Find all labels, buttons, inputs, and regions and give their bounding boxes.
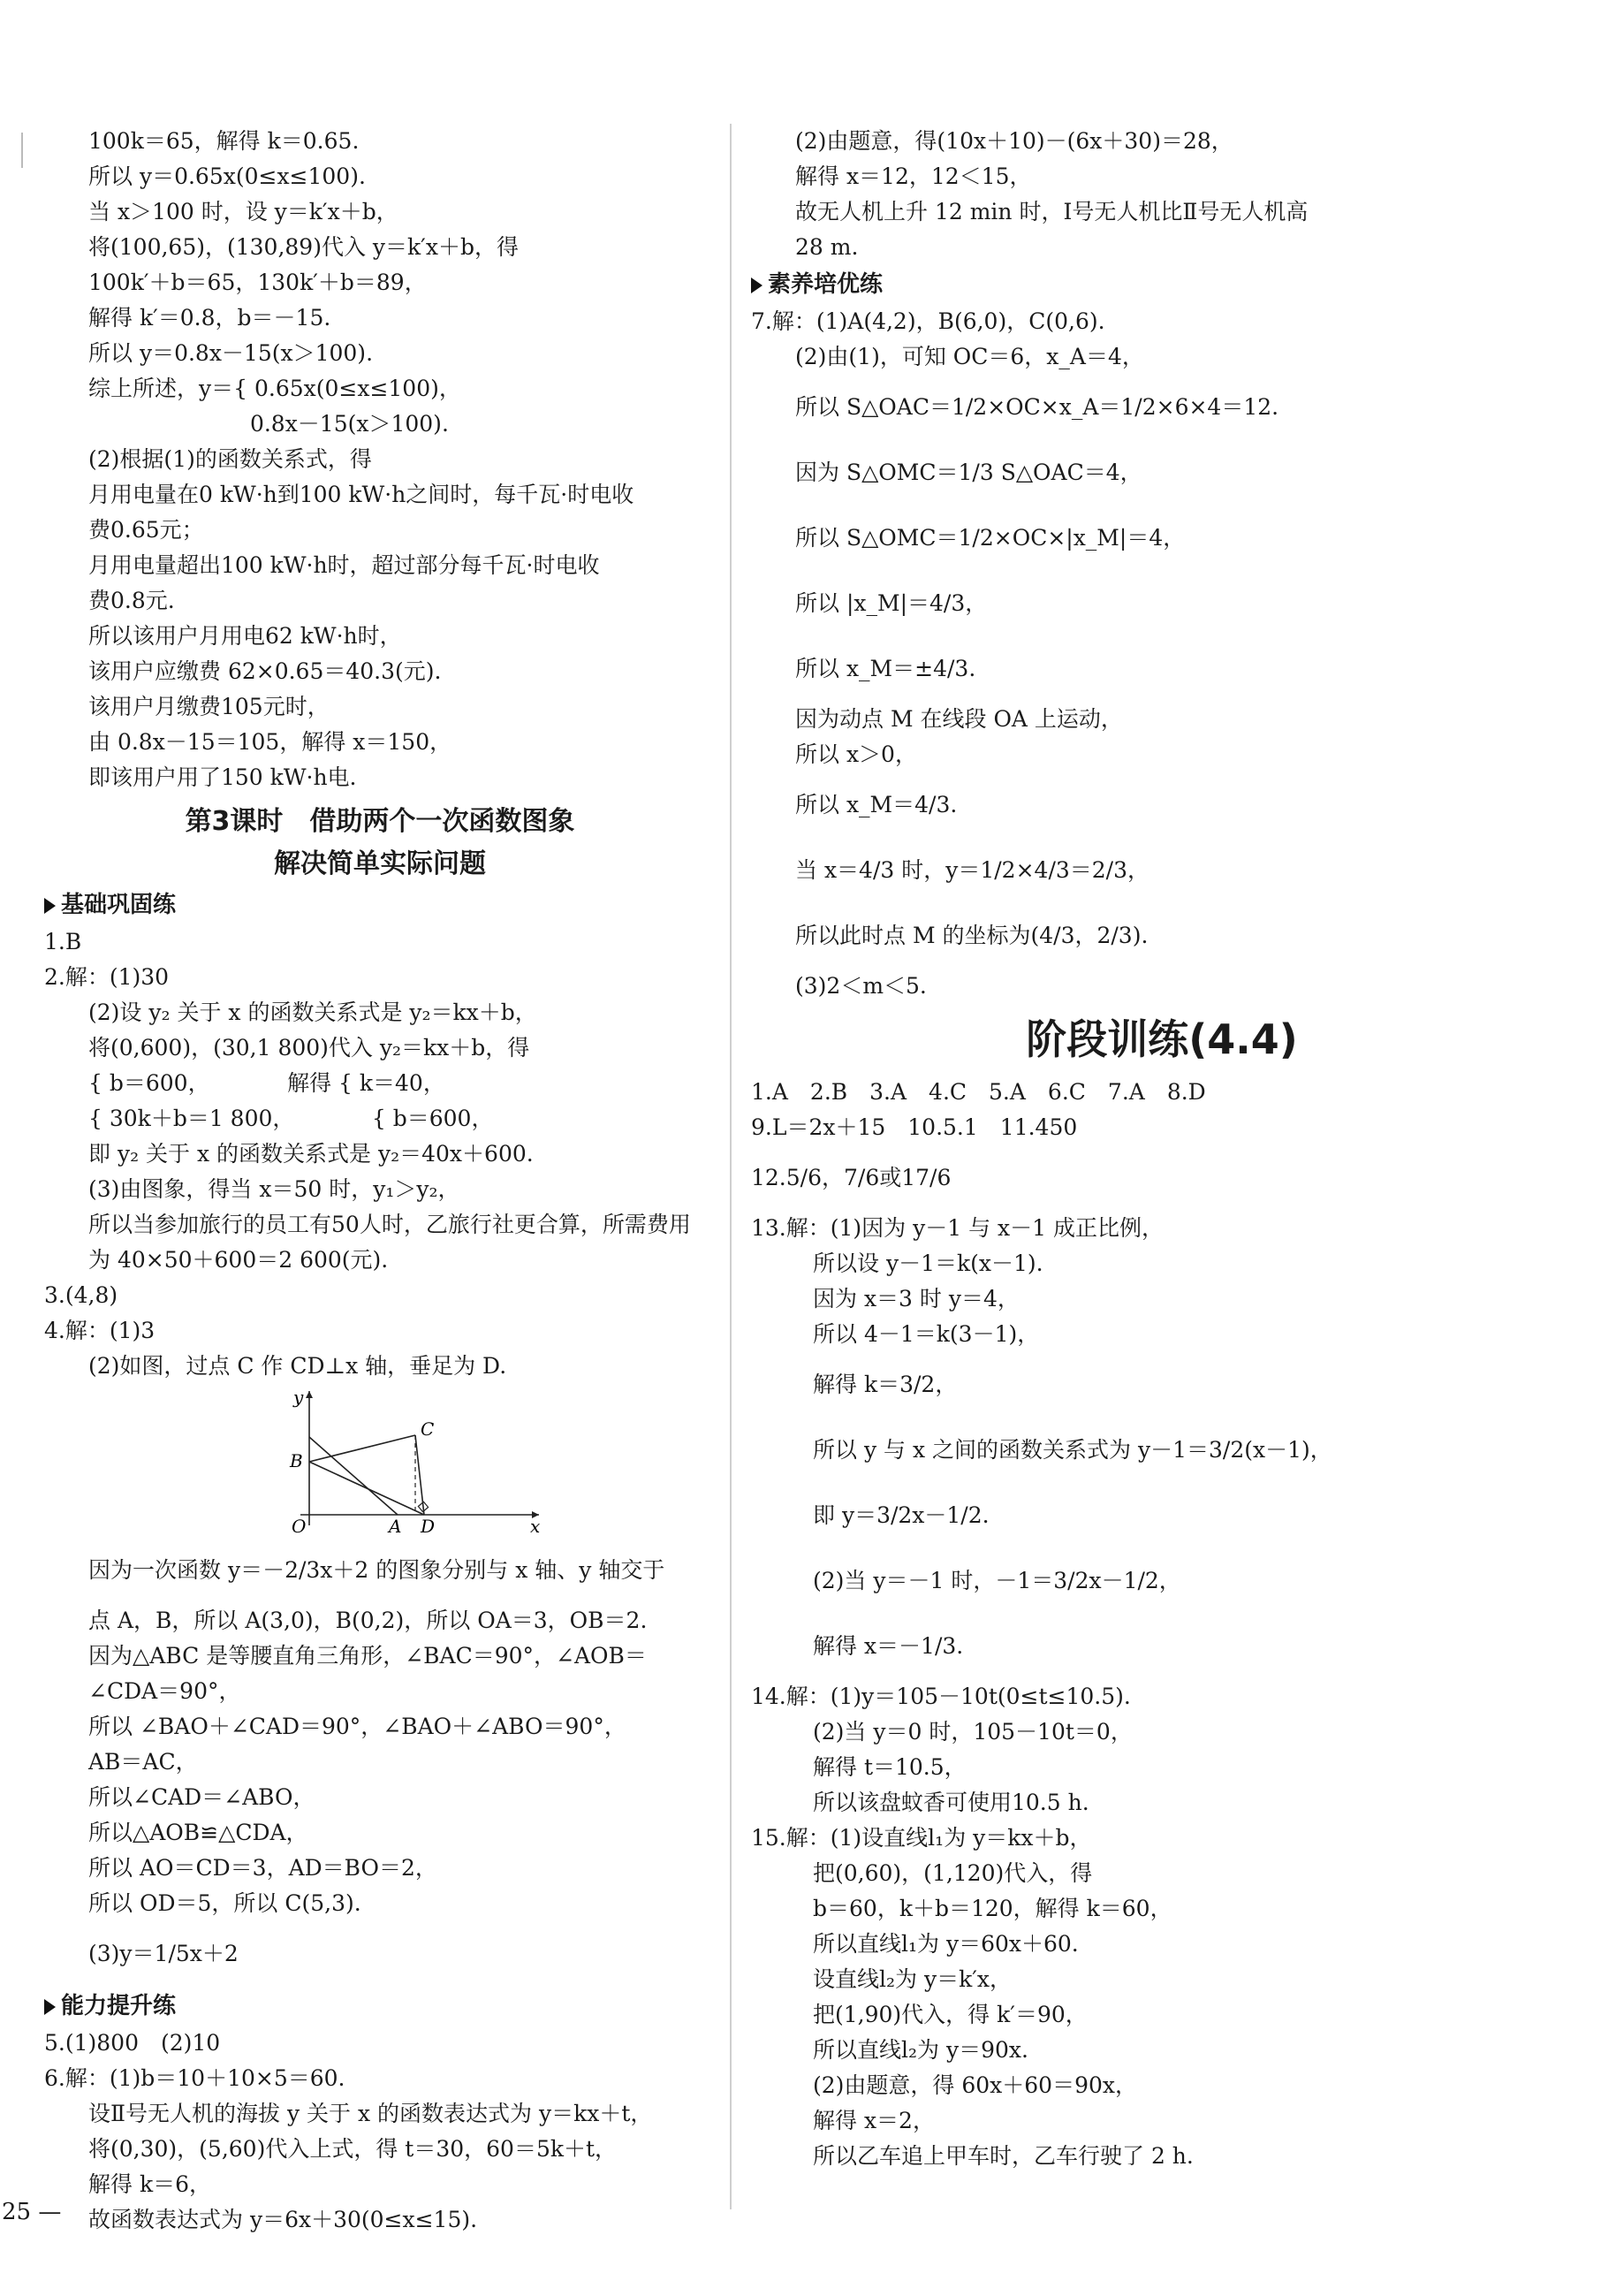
text-line: 所以 y 与 x 之间的函数关系式为 y－1＝3/2(x－1)， — [813, 1437, 1332, 1463]
text-line: 为 40×50＋600＝2 600(元). — [88, 1247, 389, 1273]
section-label: 能力提升练 — [61, 1993, 177, 2019]
line-graph — [309, 1437, 398, 1515]
text-line: 所以此时点 M 的坐标为(4/3，2/3). — [795, 923, 1149, 948]
text-line: (2)由题意，得 60x＋60＝90x， — [813, 2072, 1137, 2098]
text-line: (2)当 y＝－1 时，－1＝3/2x－1/2， — [813, 1568, 1181, 1593]
answer-line: 13.解：(1)因为 y－1 与 x－1 成正比例， — [751, 1215, 1164, 1241]
text-line: 所以 ∠BAO＋∠CAD＝90°，∠BAO＋∠ABO＝90°， — [88, 1714, 626, 1739]
text-line: 解得 k′＝0.8，b＝－15. — [88, 305, 331, 331]
text-line: (2)由题意，得(10x＋10)－(6x＋30)＝28， — [795, 128, 1233, 154]
margin-mark — [21, 133, 23, 168]
text-line: 点 A，B，所以 A(3,0)，B(0,2)，所以 OA＝3，OB＝2. — [88, 1608, 648, 1633]
text-line: 即 y＝3/2x－1/2. — [813, 1502, 990, 1528]
text-line: (2)由(1)，可知 OC＝6，x_A＝4， — [795, 344, 1144, 369]
text-line: 因为动点 M 在线段 OA 上运动， — [795, 706, 1123, 732]
answer-line: 7.解：(1)A(4,2)，B(6,0)，C(0,6). — [751, 308, 1105, 334]
label-b: B — [290, 1450, 303, 1471]
text-line: 所以 |x_M|＝4/3， — [795, 590, 988, 616]
text-line: 所以该盘蚊香可使用10.5 h. — [813, 1790, 1089, 1815]
text-line: 解得 k＝3/2， — [813, 1372, 958, 1397]
text-line: 由 0.8x－15＝105，解得 x＝150， — [88, 729, 452, 755]
section-label: 素养培优练 — [768, 271, 884, 298]
answer-line: 6.解：(1)b＝10＋10×5＝60. — [44, 2065, 345, 2091]
right-column — [751, 124, 1573, 2174]
text-line: { b＝600， 解得 { k＝40， — [88, 1070, 445, 1096]
text-line: (2)设 y₂ 关于 x 的函数关系式是 y₂＝kx＋b， — [88, 1000, 537, 1025]
text-line: 将(0,30)，(5,60)代入上式，得 t＝30，60＝5k＋t， — [88, 2136, 618, 2162]
section-triangle-icon — [44, 898, 56, 914]
text-line: 因为 S△OMC＝1/3 S△OAC＝4， — [795, 460, 1142, 485]
text-line: 所以 S△OMC＝1/2×OC×|x_M|＝4， — [795, 525, 1186, 551]
page-number: 25 — — [2, 2199, 62, 2225]
text-line: 因为 x＝3 时 y＝4， — [813, 1286, 1020, 1311]
text-line: 设Ⅱ号无人机的海拔 y 关于 x 的函数表达式为 y＝kx＋t， — [88, 2101, 653, 2126]
geometry-figure — [283, 1384, 548, 1534]
text-line: (2)如图，过点 C 作 CD⊥x 轴，垂足为 D. — [88, 1353, 507, 1379]
text-line: 费0.8元. — [88, 588, 175, 613]
lesson-title: 第3课时 借助两个一次函数图象 — [185, 806, 575, 837]
text-line: 所以∠CAD＝∠ABO， — [88, 1784, 315, 1810]
section-label: 基础巩固练 — [61, 892, 177, 918]
answer-line: 1.A 2.B 3.A 4.C 5.A 6.C 7.A 8.D — [751, 1079, 1206, 1105]
text-line: (3)2＜m＜5. — [795, 973, 927, 999]
text-line: 解得 t＝10.5， — [813, 1754, 967, 1780]
text-line: 所以 y＝0.65x(0≤x≤100). — [88, 163, 366, 189]
answer-line: 12.5/6，7/6或17/6 — [751, 1165, 952, 1190]
text-line: 该用户月缴费105元时， — [88, 694, 330, 719]
answer-line: 14.解：(1)y＝105－10t(0≤t≤10.5). — [751, 1684, 1131, 1709]
answer-line: 15.解：(1)设直线l₁为 y＝kx＋b， — [751, 1825, 1092, 1851]
text-line: AB＝AC， — [88, 1749, 198, 1775]
text-line: 解得 x＝2， — [813, 2108, 935, 2133]
text-line: 所以设 y－1＝k(x－1). — [813, 1251, 1043, 1276]
left-column — [44, 124, 716, 2238]
text-line: 该用户应缴费 62×0.65＝40.3(元). — [88, 658, 442, 684]
answer-line: 9.L＝2x＋15 10.5.1 11.450 — [751, 1114, 1078, 1140]
text-line: 解得 k＝6， — [88, 2171, 212, 2197]
text-line: b＝60，k＋b＝120，解得 k＝60， — [813, 1896, 1172, 1921]
text-line: (2)根据(1)的函数关系式，得 — [88, 446, 372, 472]
text-line: 所以当参加旅行的员工有50人时，乙旅行社更合算，所需费用 — [88, 1212, 691, 1237]
text-line: 月用电量超出100 kW·h时，超过部分每千瓦·时电收 — [88, 552, 600, 578]
text-line: ∠CDA＝90°， — [88, 1678, 241, 1704]
label-c: C — [421, 1418, 435, 1440]
text-line: 故函数表达式为 y＝6x＋30(0≤x≤15). — [88, 2207, 478, 2232]
text-line: 即 y₂ 关于 x 的函数关系式是 y₂＝40x＋600. — [88, 1141, 534, 1167]
answer-line: 2.解：(1)30 — [44, 964, 170, 990]
text-line: 解得 x＝－1/3. — [813, 1633, 964, 1659]
text-line: 28 m. — [795, 234, 859, 260]
lesson-subtitle: 解决简单实际问题 — [274, 848, 486, 879]
label-y: y — [293, 1387, 304, 1408]
text-line: 把(0,60)，(1,120)代入，得 — [813, 1860, 1093, 1886]
text-line: 当 x＝4/3 时，y＝1/2×4/3＝2/3， — [795, 857, 1150, 883]
text-line: 费0.65元； — [88, 517, 204, 543]
answer-line: 1.B — [44, 929, 82, 954]
text-line: 故无人机上升 12 min 时，Ⅰ号无人机比Ⅱ号无人机高 — [795, 199, 1309, 224]
answer-line: 3.(4,8) — [44, 1282, 118, 1308]
section-basic — [44, 886, 716, 924]
text-line: 综上所述，y＝{ 0.65x(0≤x≤100)， — [88, 376, 461, 401]
section-ability — [44, 1987, 716, 2026]
section-triangle-icon — [751, 277, 762, 293]
label-d: D — [421, 1516, 436, 1534]
text-line: 100k＝65，解得 k＝0.65. — [88, 128, 360, 154]
text-line: 所以 x＞0， — [795, 741, 917, 767]
text-line: 所以 x_M＝±4/3. — [795, 656, 976, 681]
segment-bc — [309, 1435, 415, 1462]
label-a: A — [389, 1516, 402, 1534]
text-line: 所以 y＝0.8x－15(x＞100). — [88, 340, 374, 366]
text-line: 所以 S△OAC＝1/2×OC×x_A＝1/2×6×4＝12. — [795, 394, 1279, 420]
text-line: 即该用户用了150 kW·h电. — [88, 764, 357, 790]
text-line: 月用电量在0 kW·h到100 kW·h之间时，每千瓦·时电收 — [88, 482, 634, 507]
section-quality — [751, 265, 1573, 304]
label-x: x — [530, 1516, 541, 1534]
text-line: 解得 x＝12，12＜15， — [795, 163, 1032, 189]
answer-line: 5.(1)800 (2)10 — [44, 2030, 221, 2056]
text-line: 所以直线l₁为 y＝60x＋60. — [813, 1931, 1079, 1957]
text-line: 因为一次函数 y＝－2/3x＋2 的图象分别与 x 轴、y 轴交于 — [88, 1557, 665, 1583]
text-line: (3)由图象，得当 x＝50 时，y₁＞y₂， — [88, 1176, 460, 1202]
text-line: 把(1,90)代入，得 k′＝90， — [813, 2002, 1088, 2027]
text-line: 0.8x－15(x＞100). — [88, 411, 449, 437]
text-line: (2)当 y＝0 时，105－10t＝0， — [813, 1719, 1133, 1745]
text-line: 所以乙车追上甲车时，乙车行驶了 2 h. — [813, 2143, 1194, 2169]
text-line: 所以 4－1＝k(3－1)， — [813, 1321, 1040, 1347]
text-line: 100k′＋b＝65，130k′＋b＝89， — [88, 270, 427, 295]
text-line: 将(0,600)，(30,1 800)代入 y₂＝kx＋b，得 — [88, 1035, 530, 1061]
answer-line: 4.解：(1)3 — [44, 1318, 156, 1343]
text-line: 所以 AO＝CD＝3，AD＝BO＝2， — [88, 1855, 437, 1881]
text-line: 所以 OD＝5，所以 C(5,3). — [88, 1890, 361, 1916]
text-line: 所以 x_M＝4/3. — [795, 792, 958, 817]
y-axis-arrow-icon — [306, 1391, 313, 1398]
stage-title: 阶段训练(4.4) — [1026, 1015, 1298, 1063]
section-triangle-icon — [44, 1999, 56, 2015]
text-line: 所以△AOB≌△CDA， — [88, 1820, 308, 1845]
text-line: 所以直线l₂为 y＝90x. — [813, 2037, 1028, 2063]
text-line: 因为△ABC 是等腰直角三角形，∠BAC＝90°，∠AOB＝ — [88, 1643, 647, 1669]
column-divider — [730, 124, 732, 2209]
text-line: (3)y＝1/5x＋2 — [88, 1941, 239, 1966]
text-line: 设直线l₂为 y＝k′x， — [813, 1966, 1013, 1992]
text-line: 当 x＞100 时，设 y＝k′x＋b， — [88, 199, 398, 224]
text-line: { 30k＋b＝1 800， { b＝600， — [88, 1106, 494, 1131]
label-o: O — [292, 1516, 307, 1534]
text-line: 将(100,65)，(130,89)代入 y＝k′x＋b，得 — [88, 234, 519, 260]
text-line: 所以该用户月用电62 kW·h时， — [88, 623, 402, 649]
